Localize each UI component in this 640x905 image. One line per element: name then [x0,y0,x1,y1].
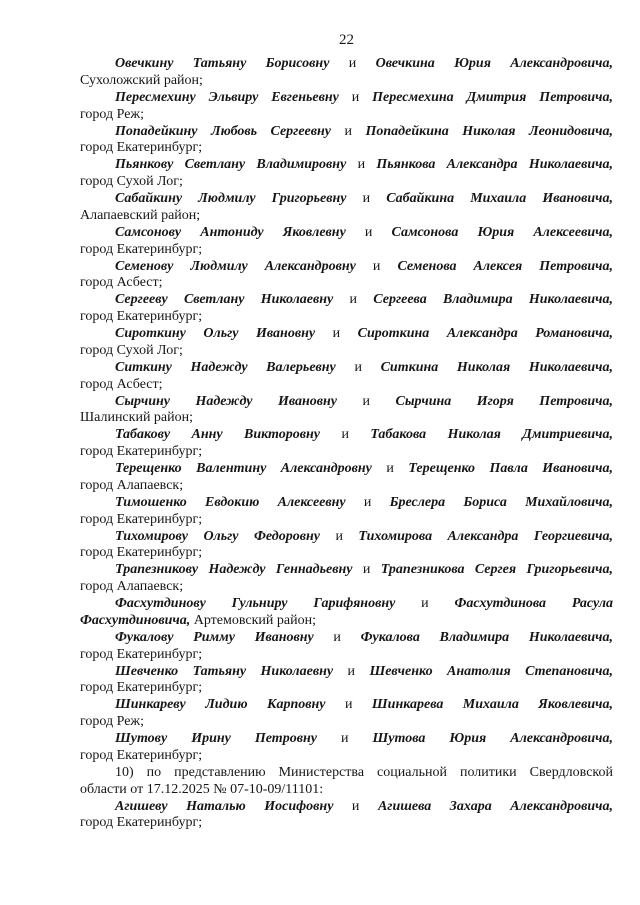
husband-name: Шутова Юрия Александровича, [372,731,614,746]
conjunction: и [348,56,357,71]
region-name: город Екатеринбург; [80,140,203,156]
region-line [80,748,613,765]
region-line [80,410,613,427]
award-entry [80,596,613,630]
awardee-names-line [80,461,613,478]
region-line [80,613,613,630]
region-name: город Алапаевск; [80,477,184,493]
husband-name: Самсонова Юрия Алексеевича, [391,224,613,240]
awardee-names-line [80,124,613,141]
husband-name: Сабайкина Михаила Ивановича, [386,191,614,206]
awardee-names-line [80,360,613,377]
awardee-names-line [80,697,613,714]
region-name: город Асбест; [80,376,163,392]
wife-name: Шинкареву Лидию Карповну [115,697,326,713]
conjunction: и [386,461,394,476]
region-name: Артемовский район; [193,612,316,628]
wife-name: Пересмехину Эльвиру Евгеньевну [115,89,339,105]
region-name: Алапаевский район; [80,207,201,223]
wife-name: Фукалову Римму Ивановну [115,629,314,645]
husband-name: Тихомирова Александра Георгиевича, [358,528,614,544]
award-entry [80,731,613,765]
region-line [80,174,613,191]
conjunction: и [351,89,360,105]
page-number: 22 [339,32,354,48]
region-line [80,242,613,259]
entries-list [80,56,613,832]
wife-name: Агишеву Наталью Иосифовну [115,798,334,814]
wife-name: Попадейкину Любовь Сергеевну [115,123,332,139]
region-line [80,73,613,90]
awardee-names-line [80,90,613,107]
award-entry [80,562,613,596]
husband-name: Шинкарева Михаила Яковлевича, [371,697,614,713]
wife-name: Тихомирову Ольгу Федоровну [115,528,320,544]
region-name: Шалинский район; [80,410,194,426]
region-name: город Сухой Лог; [80,174,183,190]
husband-name: Сергеева Владимира Николаевича, [373,292,614,308]
awardee-names-line [80,225,613,242]
award-entry [80,630,613,664]
awardee-names-line [80,427,613,444]
wife-name: Шутову Ирину Петровну [115,731,317,746]
husband-name: Пьянкова Александра Николаевича, [376,157,614,173]
awardee-names-line [80,259,613,276]
region-name: город Реж; [80,714,144,730]
wife-name: Табакову Анну Викторовну [115,427,321,443]
region-line [80,478,613,495]
region-line [80,140,613,157]
awardee-names-line [80,596,613,613]
conjunction: и [335,528,343,544]
husband-name: Фукалова Владимира Николаевича, [360,629,614,645]
award-entry [80,191,613,225]
region-name: город Екатеринбург; [80,444,203,460]
husband-name: Сироткина Александра Романовича, [357,326,613,341]
conjunction: и [333,629,341,645]
awardee-names-line [80,326,613,343]
husband-name: Семенова Алексея Петровича, [397,258,613,274]
husband-name: Табакова Николая Дмитриевича, [370,427,614,443]
award-entry [80,427,613,461]
region-line [80,275,613,292]
awardee-names-line [80,292,613,309]
awardee-names-line [80,731,613,748]
region-name: город Екатеринбург; [80,646,203,662]
award-entry [80,292,613,326]
award-entry [80,56,613,90]
region-name: город Екатеринбург; [80,241,203,257]
award-entry [80,225,613,259]
husband-name: Агишева Захара Александровича, [377,798,613,814]
conjunction: и [357,157,366,173]
awardee-names-line [80,664,613,681]
region-name: город Сухой Лог; [80,342,183,358]
region-line [80,377,613,394]
awardee-names-line [80,56,613,73]
region-line [80,309,613,326]
conjunction: и [344,123,352,139]
region-line [80,343,613,360]
clause-first-line: 10) по представлению Министерства социальной политики Свердловской [115,764,613,780]
conjunction: и [364,224,373,240]
conjunction: и [421,596,429,611]
wife-name: Сабайкину Людмилу Григорьевну [115,191,347,206]
submission-clause [80,765,613,799]
region-name: город Екатеринбург; [80,747,203,763]
awardee-names-line [80,495,613,512]
award-entry [80,799,613,833]
conjunction: и [351,798,360,814]
region-line [80,680,613,697]
region-name: город Екатеринбург; [80,545,203,561]
awardee-names-line [80,799,613,816]
region-name: город Реж; [80,106,144,122]
awardee-names-line [80,562,613,579]
husband-name: Овечкина Юрия Александровича, [375,56,613,71]
region-name: город Алапаевск; [80,579,184,595]
wife-name: Трапезникову Надежду Геннадьевну [115,562,353,578]
award-entry [80,394,613,428]
award-entry [80,124,613,158]
region-line [80,579,613,596]
conjunction: и [362,393,370,409]
wife-name: Терещенко Валентину Александровну [115,461,372,476]
award-entry [80,697,613,731]
conjunction: и [354,359,362,375]
region-line [80,208,613,225]
region-line [80,444,613,461]
wife-name: Шевченко Татьяну Николаевну [115,663,334,679]
husband-name: Ситкина Николая Николаевича, [380,359,614,375]
husband-name: Пересмехина Дмитрия Петровича, [372,89,613,105]
region-line [80,107,613,124]
region-name: город Екатеринбург; [80,309,203,325]
award-entry [80,461,613,495]
husband-name: Бреслера Бориса Михайловича, [389,494,614,510]
conjunction: и [349,292,358,308]
wife-name: Пьянкову Светлану Владимировну [115,157,347,173]
region-name: город Екатеринбург; [80,680,203,696]
wife-name: Ситкину Надежду Валерьевну [115,359,336,375]
wife-name: Семенову Людмилу Александровну [115,258,356,274]
wife-name: Тимошенко Евдокию Алексеевну [115,494,346,510]
husband-name-continued: Фасхутдиновича, [80,612,191,628]
husband-name: Шевченко Анатолия Степановича, [369,663,613,679]
wife-name: Сергееву Светлану Николаевну [115,292,334,308]
awardee-names-line [80,630,613,647]
conjunction: и [362,562,371,578]
region-line [80,512,613,529]
conjunction: и [341,731,349,746]
husband-name: Фасхутдинова Расула [454,596,614,611]
award-entry [80,259,613,293]
award-entry [80,157,613,191]
region-name: город Екатеринбург; [80,815,203,831]
award-entry [80,529,613,563]
wife-name: Сироткину Ольгу Ивановну [115,326,316,341]
wife-name: Овечкину Татьяну Борисовну [115,56,330,71]
conjunction: и [344,697,353,713]
region-line [80,545,613,562]
husband-name: Трапезникова Сергея Григорьевича, [380,562,614,578]
conjunction: и [363,494,372,510]
conjunction: и [347,663,355,679]
wife-name: Фасхутдинову Гульниру Гарифяновну [115,596,396,611]
region-line [80,714,613,731]
region-line [80,815,613,832]
wife-name: Сырчину Надежду Ивановну [115,393,338,409]
region-name: Сухоложский район; [80,72,203,88]
award-entry [80,326,613,360]
clause-second-line: области от 17.12.2025 № 07-10-09/11101: [80,781,324,797]
husband-name: Попадейкина Николая Леонидовича, [365,123,614,139]
awardee-names-line [80,191,613,208]
awardee-names-line [80,157,613,174]
awardee-names-line [80,529,613,546]
award-entry [80,664,613,698]
awardee-names-line [80,394,613,411]
award-entry [80,360,613,394]
wife-name: Самсонову Антониду Яковлевну [115,224,346,240]
award-entry [80,495,613,529]
award-entry [80,90,613,124]
husband-name: Терещенко Павла Ивановича, [408,461,614,476]
conjunction: и [341,427,349,443]
region-name: город Екатеринбург; [80,511,203,527]
conjunction: и [362,191,371,206]
region-name: город Асбест; [80,275,163,291]
conjunction: и [332,326,341,341]
conjunction: и [372,258,381,274]
husband-name: Сырчина Игоря Петровича, [395,393,614,409]
region-line [80,647,613,664]
